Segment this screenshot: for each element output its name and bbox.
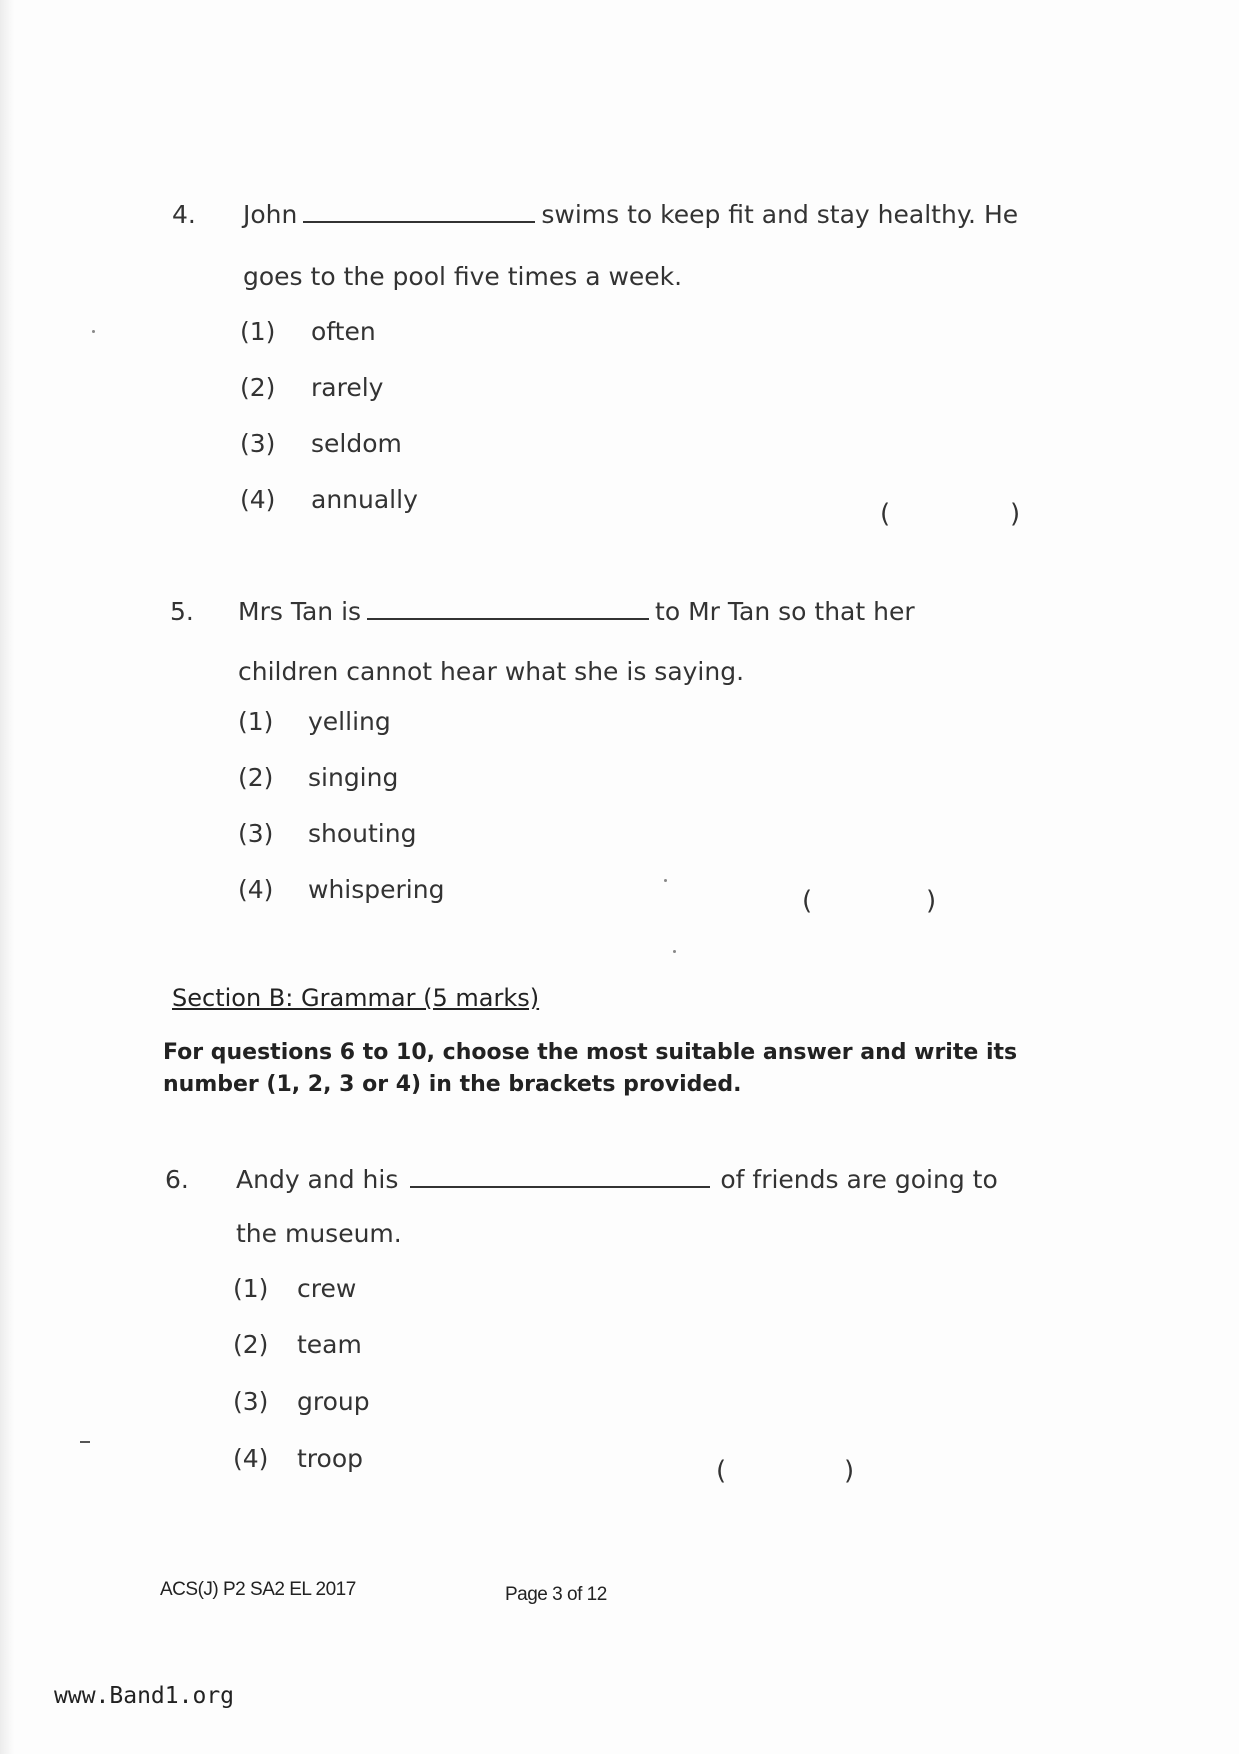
answer-bracket-close: ) [844, 1456, 855, 1486]
option-label: (4) [238, 875, 274, 904]
scan-speck [92, 330, 95, 333]
option-text: crew [297, 1274, 357, 1303]
answer-bracket-close: ) [1010, 499, 1021, 529]
question-stem-line2: children cannot hear what she is saying. [238, 657, 745, 686]
question-stem-line1 [243, 200, 1018, 230]
answer-bracket-open: ( [802, 886, 813, 916]
option-text: rarely [311, 373, 384, 402]
option-label: (2) [238, 763, 274, 792]
scan-mark [80, 1441, 90, 1443]
footer-paper-code: ACS(J) P2 SA2 EL 2017 [160, 1579, 356, 1600]
question-number: 5. [170, 597, 194, 626]
answer-blank [410, 1166, 710, 1188]
option-label: (1) [240, 317, 276, 346]
scan-speck [673, 950, 676, 953]
option-text: seldom [311, 429, 402, 458]
question-stem-line2: the museum. [236, 1219, 402, 1248]
option-text: often [311, 317, 376, 346]
option-label: (1) [238, 707, 274, 736]
section-heading: Section B: Grammar (5 marks) [172, 984, 540, 1012]
option-text: yelling [308, 707, 391, 736]
option-text: team [297, 1330, 362, 1359]
option-label: (2) [240, 373, 276, 402]
option-label: (4) [233, 1444, 269, 1473]
section-instructions [163, 1037, 1033, 1101]
answer-bracket-open: ( [880, 499, 891, 529]
footer-page-number: Page 3 of 12 [505, 1584, 607, 1605]
question-stem-line1 [236, 1165, 998, 1195]
scan-speck [664, 879, 667, 882]
question-stem-line2: goes to the pool five times a week. [243, 262, 683, 291]
option-label: (3) [240, 429, 276, 458]
stem-after: swims to keep fit and stay healthy. He [541, 200, 1019, 229]
option-label: (2) [233, 1330, 269, 1359]
option-text: whispering [308, 875, 445, 904]
option-text: troop [297, 1444, 363, 1473]
option-label: (1) [233, 1274, 269, 1303]
option-text: group [297, 1387, 370, 1416]
option-label: (3) [233, 1387, 269, 1416]
option-text: annually [311, 485, 418, 514]
answer-bracket-open: ( [716, 1456, 727, 1486]
stem-before: Mrs Tan is [238, 597, 362, 626]
stem-after: of friends are going to [720, 1165, 998, 1194]
question-number: 4. [172, 200, 196, 229]
stem-before: John [243, 200, 298, 229]
answer-blank [367, 598, 649, 620]
option-text: shouting [308, 819, 417, 848]
stem-after: to Mr Tan so that her [655, 597, 915, 626]
website-watermark: www.Band1.org [54, 1683, 235, 1709]
scan-edge-shadow [0, 0, 14, 1754]
question-number: 6. [165, 1165, 189, 1194]
answer-blank [303, 201, 535, 223]
question-stem-line1 [238, 597, 915, 627]
instruction-line: For questions 6 to 10, choose the most suitable answer and write its [163, 1040, 1018, 1065]
answer-bracket-close: ) [926, 886, 937, 916]
option-text: singing [308, 763, 399, 792]
stem-before: Andy and his [236, 1165, 399, 1194]
option-label: (4) [240, 485, 276, 514]
instruction-line: number (1, 2, 3 or 4) in the brackets provided. [163, 1072, 742, 1097]
option-label: (3) [238, 819, 274, 848]
